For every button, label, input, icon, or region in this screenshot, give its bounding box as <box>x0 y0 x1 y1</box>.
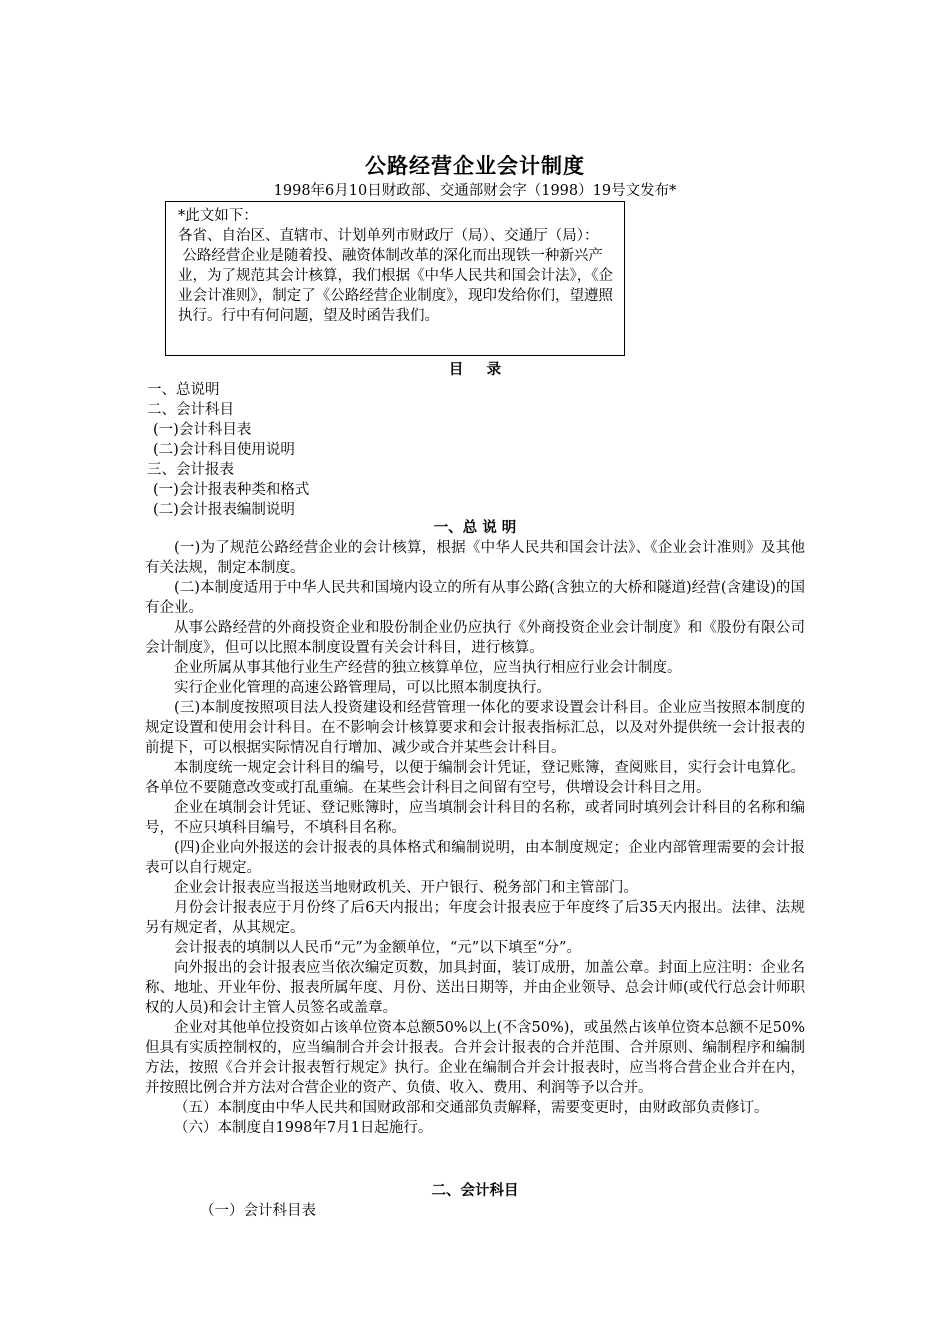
paragraph: 实行企业化管理的高速公路管理局，可以比照本制度执行。 <box>174 680 551 696</box>
toc-item: 一、总说明 <box>147 382 220 398</box>
toc-item: (一)会计报表种类和格式 <box>153 482 310 498</box>
toc-item: 三、会计报表 <box>147 462 234 478</box>
document-subtitle: 1998年6月10日财政部、交通部财会字（1998）19号文发布* <box>273 183 677 199</box>
paragraph: 会计报表的填制以人民币“元”为金额单位，“元”以下填至“分”。 <box>174 940 581 956</box>
toc-item: 二、会计科目 <box>147 402 234 418</box>
paragraph: (三)本制度按照项目法人投资建设和经营管理一体化的要求设置会计科目。企业应当按照本制度的规定设置和使用会计科目。在不影响会计核算要求和会计报表指标汇总，以及对外提供统一会计报表的前提下，可以根据实际情况自行增加、减少或合并某些会计科目。 <box>145 700 805 756</box>
paragraph: 月份会计报表应于月份终了后6天内报出；年度会计报表应于年度终了后35天内报出。法律、法规另有规定者，从其规定。 <box>145 900 805 936</box>
toc-item: (二)会计科目使用说明 <box>153 442 295 458</box>
paragraph: 企业在填制会计凭证、登记账簿时，应当填制会计科目的名称，或者同时填列会计科目的名称和编号，不应只填科目编号，不填科目名称。 <box>145 800 805 836</box>
paragraph: 从事公路经营的外商投资企业和股份制企业仍应执行《外商投资企业会计制度》和《股份有限公司会计制度》，但可以比照本制度设置有关会计科目，进行核算。 <box>145 620 805 656</box>
note-box <box>165 201 625 356</box>
paragraph: 向外报出的会计报表应当依次编定页数，加具封面，装订成册，加盖公章。封面上应注明：企业名称、地址、开业年份、报表所属年度、月份、送出日期等，并由企业领导、总会计师(或代行总会计师职权的人员)和会计主管人员签名或盖章。 <box>145 960 805 1016</box>
paragraph: （五）本制度由中华人民共和国财政部和交通部负责解释，需要变更时，由财政部负责修订。 <box>174 1100 769 1116</box>
sub-heading-account-table: （一）会计科目表 <box>200 1203 316 1219</box>
paragraph: (二)本制度适用于中华人民共和国境内设立的所有从事公路(含独立的大桥和隧道)经营(含建设)的国有企业。 <box>145 580 805 616</box>
toc-title: 目录 <box>448 361 525 378</box>
paragraph: 企业对其他单位投资如占该单位资本总额50%以上(不含50%)，或虽然占该单位资本总额不足50%但具有实质控制权的，应当编制合并会计报表。合并会计报表的合并范围、合并原则、编制程序和编制方法，按照《合并会计报表暂行规定》执行。企业在编制合并会计报表时，应当将合营企业合并在内，并按照比例合并方法对合营企业的资产、负债、收入、费用、利润等予以合并。 <box>145 1020 805 1096</box>
table-of-contents <box>147 380 309 520</box>
section-heading-general: 一、总 说 明 <box>433 519 517 536</box>
toc-item: (二)会计报表编制说明 <box>153 502 295 518</box>
note-line: 各省、自治区、直辖市、计划单列市财政厅（局）、交通厅（局）： <box>178 228 599 244</box>
section-body-general <box>145 538 805 1138</box>
document-title: 公路经营企业会计制度 <box>365 154 585 178</box>
toc-item: (一)会计科目表 <box>153 422 252 438</box>
paragraph: 企业会计报表应当报送当地财政机关、开户银行、税务部门和主管部门。 <box>174 880 638 896</box>
note-line: *此文如下： <box>178 208 258 224</box>
section-heading-accounts: 二、会计科目 <box>431 1182 519 1199</box>
paragraph: 本制度统一规定会计科目的编号，以便于编制会计凭证，登记账簿，查阅账目，实行会计电算化。各单位不要随意改变或打乱重编。在某些会计科目之间留有空号，供增设会计科目之用。 <box>145 760 805 796</box>
note-line: 公路经营企业是随着投、融资体制改革的深化而出现铁一种新兴产业，为了规范其会计核算，我们根据《中华人民共和国会计法》，《企业会计准则》，制定了《公路经营企业制度》，现印发给你们，望遵照执行。行中有何问题，望及时函告我们。 <box>178 248 613 324</box>
paragraph: (四)企业向外报送的会计报表的具体格式和编制说明，由本制度规定；企业内部管理需要的会计报表可以自行规定。 <box>145 840 805 876</box>
paragraph: （六）本制度自1998年7月1日起施行。 <box>174 1120 433 1136</box>
paragraph: 企业所属从事其他行业生产经营的独立核算单位，应当执行相应行业会计制度。 <box>174 660 682 676</box>
paragraph: (一)为了规范公路经营企业的会计核算，根据《中华人民共和国会计法》、《企业会计准则》及其他有关法规，制定本制度。 <box>145 540 805 576</box>
